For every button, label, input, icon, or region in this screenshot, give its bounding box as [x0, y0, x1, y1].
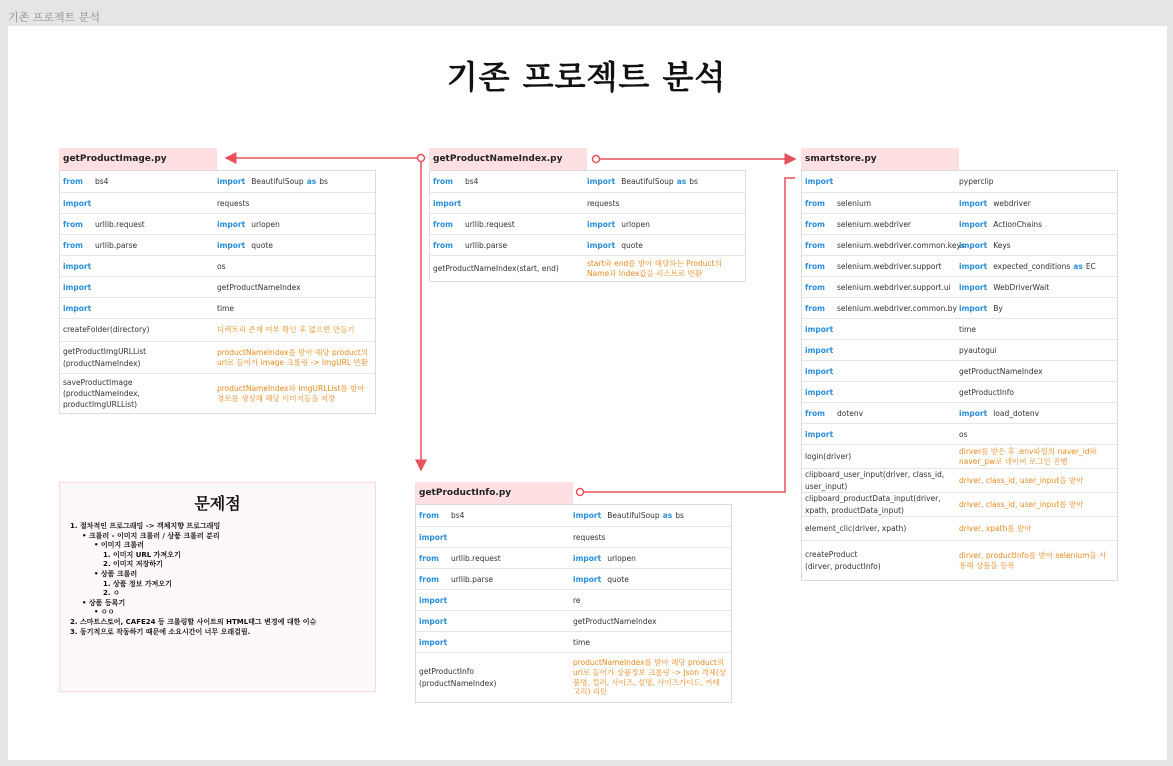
- module-name: urllib.request: [464, 219, 515, 229]
- function-description: driver, class_id, user_input를 받아: [959, 499, 1084, 509]
- import-name: ActionChains: [993, 219, 1043, 229]
- import-name: urlopen: [607, 553, 636, 563]
- keyword: import: [419, 532, 448, 542]
- frame-label: 기존 프로젝트 분석: [8, 11, 101, 24]
- keyword: import: [805, 429, 834, 439]
- module-name: bs4: [464, 177, 479, 186]
- problem-item: 3. 동기적으로 작동하기 때문에 소요시간이 너무 오래걸림.: [70, 627, 251, 636]
- import-name: pyautogui: [959, 345, 997, 355]
- keyword: as: [1073, 261, 1083, 271]
- keyword: as: [662, 511, 673, 520]
- module-name: selenium.webdriver.support: [836, 261, 942, 271]
- import-name: getProductNameIndex: [217, 282, 301, 292]
- function-description: driver, xpath를 받아: [959, 523, 1032, 533]
- problem-item: • 상품 크롤러: [94, 569, 138, 578]
- problem-item: 2. ㅇ: [103, 589, 120, 598]
- problem-item: 1. 절차적인 프로그래밍 -> 객체지향 프로그래밍: [70, 522, 221, 530]
- page-title: 기존 프로젝트 분석: [446, 58, 727, 96]
- keyword: import: [959, 282, 988, 292]
- function-signature: login(driver): [805, 451, 852, 461]
- connector-origin-dot: [593, 156, 600, 163]
- function-description: start와 end를 받아 해당하는 Product의 Name과 Index값을 리스트로 반환: [587, 258, 722, 278]
- alias-name: bs: [319, 177, 328, 186]
- keyword: import: [63, 261, 92, 271]
- function-signature: createProduct (dirver, productInfo): [805, 550, 881, 571]
- import-name: By: [993, 303, 1003, 313]
- keyword: from: [419, 511, 439, 520]
- keyword: import: [959, 303, 988, 313]
- import-name: BeautifulSoup: [621, 177, 674, 186]
- import-name: re: [573, 595, 581, 605]
- keyword: from: [63, 219, 83, 229]
- keyword: import: [805, 177, 834, 186]
- keyword: import: [959, 240, 988, 250]
- problem-item: 1. 상품 정보 가져오기: [103, 579, 172, 588]
- table-header: getProductInfo.py: [415, 482, 573, 504]
- import-name: quote: [251, 240, 273, 250]
- function-description: productNameIndex를 받아 해당 product의 url로 들어가 상품정보 크롤링 -> Json 객체(상품명, 컬러, 사이즈, 설명, 사이즈가이드, 카테고리) 리턴: [573, 658, 727, 697]
- keyword: import: [573, 553, 602, 563]
- module-name: urllib.parse: [94, 240, 138, 250]
- import-name: Keys: [993, 240, 1011, 250]
- module-name: urllib.parse: [450, 574, 494, 584]
- keyword: import: [419, 637, 448, 647]
- module-name: selenium.webdriver.common.keys: [836, 240, 965, 250]
- keyword: as: [676, 177, 687, 186]
- import-name: requests: [587, 198, 620, 208]
- module-name: urllib.request: [94, 219, 145, 229]
- keyword: import: [217, 240, 246, 250]
- module-name: bs4: [450, 511, 465, 520]
- import-name: urlopen: [251, 219, 280, 229]
- keyword: import: [959, 261, 988, 271]
- problem-item: • 이미지 크롤러: [94, 541, 144, 550]
- keyword: from: [805, 408, 825, 418]
- keyword: import: [419, 616, 448, 626]
- problem-item: • 크롤러 - 이미지 크롤러 / 상품 크롤러 분리: [82, 531, 220, 540]
- keyword: as: [306, 177, 317, 186]
- keyword: import: [573, 574, 602, 584]
- import-name: getProductInfo: [959, 387, 1014, 397]
- connector-origin-dot: [418, 155, 425, 162]
- keyword: from: [805, 282, 825, 292]
- import-name: quote: [607, 574, 629, 584]
- function-signature: getProductInfo (productNameIndex): [419, 667, 497, 688]
- alias-name: bs: [675, 511, 684, 520]
- keyword: from: [63, 177, 83, 186]
- module-name: selenium.webdriver.common.by: [836, 303, 957, 313]
- import-name: pyperclip: [959, 177, 994, 186]
- function-description: dirver를 받은 후 .env파일의 naver_id와 naver_pw로 네이버 로그인 진행: [959, 446, 1097, 466]
- keyword: import: [587, 177, 616, 186]
- module-name: selenium: [836, 198, 872, 208]
- import-name: os: [959, 429, 968, 439]
- import-name: os: [217, 261, 226, 271]
- keyword: from: [805, 198, 825, 208]
- function-signature: getProductImgURLList (productNameIndex): [63, 347, 147, 368]
- problem-item: 1. 이미지 URL 가져오기: [103, 550, 181, 559]
- import-name: quote: [621, 240, 643, 250]
- keyword: from: [805, 303, 825, 313]
- keyword: import: [573, 511, 602, 520]
- keyword: import: [419, 595, 448, 605]
- module-name: dotenv: [836, 408, 864, 418]
- function-signature: clipboard_productData_input(driver, xpath, productData_input): [805, 494, 941, 515]
- function-signature: clipboard_user_input(driver, class_id, user_input): [805, 470, 945, 491]
- connector-origin-dot: [577, 489, 584, 496]
- import-name: expected_conditions: [993, 261, 1071, 271]
- problem-item: • ㅇㅇ: [94, 608, 115, 617]
- keyword: import: [805, 345, 834, 355]
- table-header: getProductNameIndex.py: [429, 148, 587, 170]
- keyword: from: [433, 240, 453, 250]
- function-signature: getProductNameIndex(start, end): [433, 263, 559, 273]
- keyword: from: [805, 261, 825, 271]
- keyword: import: [959, 219, 988, 229]
- keyword: import: [63, 282, 92, 292]
- keyword: from: [419, 553, 439, 563]
- keyword: import: [587, 219, 616, 229]
- import-name: time: [959, 324, 976, 334]
- keyword: from: [63, 240, 83, 250]
- function-description: 디렉토리 존재 여부 확인 후 없으면 만들기: [217, 325, 355, 335]
- keyword: import: [433, 198, 462, 208]
- function-description: dirver, productInfo를 받아 selenium을 사용해 상품을 등록: [959, 550, 1107, 570]
- module-name: bs4: [94, 177, 109, 186]
- module-name: selenium.webdriver: [836, 219, 912, 229]
- import-name: getProductNameIndex: [959, 366, 1043, 376]
- keyword: from: [419, 574, 439, 584]
- import-name: webdriver: [993, 198, 1031, 208]
- keyword: from: [433, 177, 453, 186]
- alias-name: EC: [1085, 261, 1096, 271]
- arrow-info-to-smartstore: [584, 178, 795, 492]
- keyword: import: [959, 198, 988, 208]
- function-description: driver, class_id, user_input을 받아: [959, 475, 1084, 485]
- keyword: import: [217, 219, 246, 229]
- keyword: from: [433, 219, 453, 229]
- import-name: getProductNameIndex: [573, 616, 657, 626]
- table-header: smartstore.py: [801, 148, 959, 170]
- import-name: urlopen: [621, 219, 650, 229]
- import-name: requests: [217, 198, 250, 208]
- problem-item: 2. 이미지 저장하기: [103, 560, 163, 569]
- module-name: selenium.webdriver.support.ui: [836, 282, 951, 292]
- import-name: WebDriverWait: [993, 282, 1050, 292]
- keyword: import: [805, 324, 834, 334]
- problem-item: • 상품 등록기: [82, 598, 126, 607]
- table-header: getProductImage.py: [59, 148, 217, 170]
- module-name: urllib.parse: [464, 240, 508, 250]
- alias-name: bs: [689, 177, 698, 186]
- function-description: productNameIndex와 ImgURLList를 받아 경로를 생성해 해당 이미지들을 저장: [217, 383, 365, 403]
- keyword: import: [587, 240, 616, 250]
- import-name: BeautifulSoup: [607, 511, 660, 520]
- import-name: BeautifulSoup: [251, 177, 304, 186]
- keyword: import: [63, 198, 92, 208]
- import-name: time: [573, 637, 590, 647]
- keyword: import: [805, 387, 834, 397]
- keyword: import: [217, 177, 246, 186]
- function-description: productNameIndex를 받아 해당 product의 url로 들어가 image 크롤링 -> ImgURL 반환: [217, 347, 369, 367]
- import-name: load_dotenv: [993, 408, 1040, 418]
- keyword: import: [959, 408, 988, 418]
- keyword: from: [805, 240, 825, 250]
- function-signature: createFolder(directory): [63, 325, 150, 335]
- keyword: import: [805, 366, 834, 376]
- function-signature: element_clic(driver, xpath): [805, 523, 907, 533]
- problems-title: 문제점: [194, 494, 241, 513]
- module-name: urllib.request: [450, 553, 501, 563]
- problem-item: 2. 스마트스토어, CAFE24 등 크롤링할 사이트의 HTML태그 변경에 대한 이슈: [70, 617, 317, 626]
- import-name: requests: [573, 532, 606, 542]
- keyword: from: [805, 219, 825, 229]
- import-name: time: [217, 303, 234, 313]
- function-signature: saveProductImage (productNameIndex, productImgURLList): [63, 377, 140, 410]
- keyword: import: [63, 303, 92, 313]
